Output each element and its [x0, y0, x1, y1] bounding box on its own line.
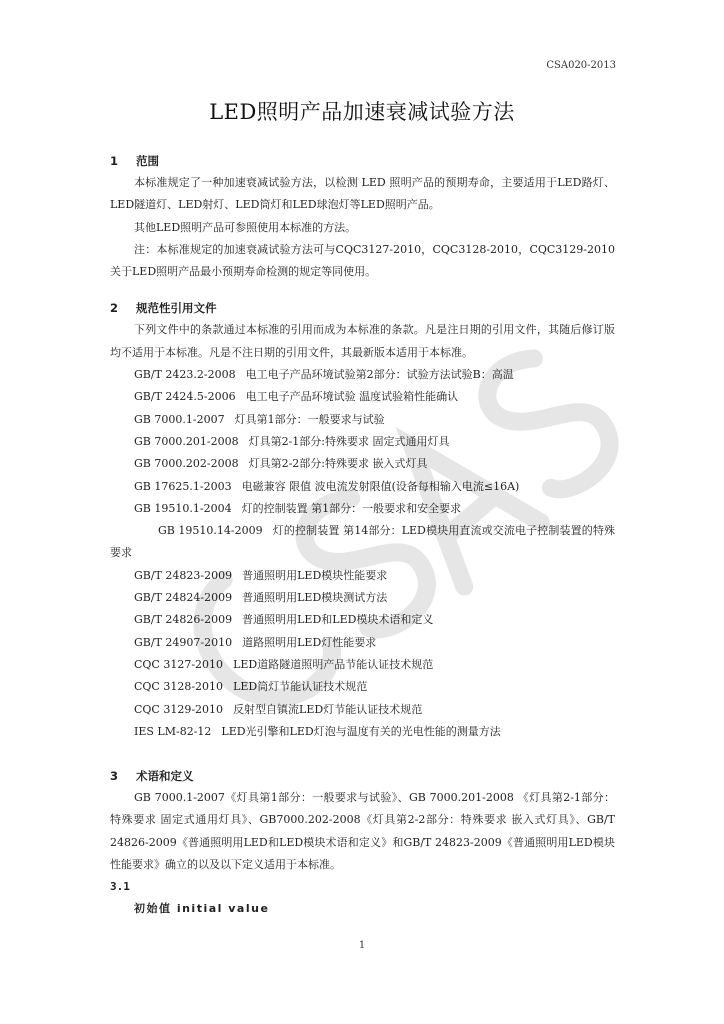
paragraph: 本标准规定了一种加速衰减试验方法，以检测 LED 照明产品的预期寿命，主要适用于LED路灯、LED隧道灯、LED射灯、LED筒灯和LED球泡灯等LED照明产品。 — [110, 176, 615, 212]
subsection-number: 3.1 — [110, 880, 130, 894]
reference-item — [110, 587, 615, 609]
reference-id: GB 19510.1-2004 — [134, 501, 232, 515]
reference-item — [110, 476, 615, 498]
reference-title: LED光引擎和LED灯泡与温度有关的光电性能的测量方法 — [221, 724, 501, 738]
section-number: 1 — [110, 154, 119, 168]
paragraph: 其他LED照明产品可参照使用本标准的方法。 — [134, 220, 357, 234]
reference-title: 灯的控制装置 第14部分：LED模块用直流或交流电子控制装置的特殊要求 — [110, 524, 615, 560]
reference-title: 灯具第2-1部分:特殊要求 固定式通用灯具 — [248, 434, 450, 448]
section-1-heading — [110, 150, 615, 172]
reference-item — [110, 453, 615, 475]
reference-item — [110, 409, 615, 431]
document-body — [110, 150, 615, 920]
reference-id: GB/T 24907-2010 — [134, 635, 233, 649]
reference-title: 普通照明用LED模块性能要求 — [242, 568, 388, 582]
reference-item — [110, 654, 615, 676]
document-title: LED照明产品加速衰减试验方法 — [209, 100, 515, 124]
reference-id: GB 7000.202-2008 — [134, 457, 239, 471]
reference-item — [110, 609, 615, 631]
reference-id: GB/T 24826-2009 — [134, 613, 233, 627]
reference-title: 电工电子产品环境试验 温度试验箱性能确认 — [245, 390, 459, 404]
reference-id: GB/T 2424.5-2006 — [134, 390, 236, 404]
reference-title: 普通照明用LED和LED模块术语和定义 — [242, 613, 434, 627]
paragraph: 下列文件中的条款通过本标准的引用而成为本标准的条款。凡是注日期的引用文件，其随后修订版均不适用于本标准。凡是不注日期的引用文件，其最新版本适用于本标准。 — [110, 323, 615, 359]
reference-title: 电工电子产品环境试验第2部分：试验方法试验B：高温 — [245, 368, 514, 382]
reference-title: LED道路隧道照明产品节能认证技术规范 — [233, 657, 434, 671]
reference-id: CQC 3127-2010 — [134, 657, 224, 671]
reference-item — [110, 721, 615, 743]
section-title: 规范性引用文件 — [136, 301, 217, 316]
reference-title: 普通照明用LED模块测试方法 — [242, 591, 388, 605]
term-definition-title: 初始值 initial value — [134, 902, 270, 916]
reference-id: GB/T 24823-2009 — [134, 568, 233, 582]
document-code: CSA020-2013 — [546, 60, 616, 71]
reference-list — [110, 364, 615, 743]
reference-item — [110, 386, 615, 408]
section-2-heading — [110, 297, 615, 319]
reference-item — [110, 565, 615, 587]
reference-id: GB/T 24824-2009 — [134, 591, 233, 605]
reference-id: GB 19510.14-2009 — [158, 524, 263, 538]
section-number: 3 — [110, 769, 119, 784]
section-title: 术语和定义 — [136, 769, 194, 784]
reference-title: 灯具第1部分：一般要求与试验 — [234, 412, 385, 426]
reference-item — [110, 632, 615, 654]
paragraph: GB 7000.1-2007《灯具第1部分：一般要求与试验》、GB 7000.201-2008 《灯具第2-1部分：特殊要求 固定式通用灯具》、GB7000.202-2008《灯具第2-2部分：特殊要求 嵌入式灯具》、GB/T 24826-2009《普通照明用LED和LED模块术语和定义》和GB/T 24823-2009《普通照明用LED模块性能要求》确立的以及以下定义适用于本标准。 — [110, 791, 615, 872]
reference-item — [110, 431, 615, 453]
reference-title: 灯具第2-2部分:特殊要求 嵌入式灯具 — [248, 457, 428, 471]
reference-item — [110, 676, 615, 698]
reference-id: GB 7000.1-2007 — [134, 412, 225, 426]
reference-id: GB 17625.1-2003 — [134, 479, 232, 493]
reference-id: CQC 3128-2010 — [134, 680, 224, 694]
section-3-heading — [110, 765, 615, 787]
reference-id: CQC 3129-2010 — [134, 702, 224, 716]
reference-item — [110, 364, 615, 386]
note-paragraph: 注：本标准规定的加速衰减试验方法可与CQC3127-2010，CQC3128-2010，CQC3129-2010关于LED照明产品最小预期寿命检测的规定等同使用。 — [110, 242, 615, 279]
reference-id: GB/T 2423.2-2008 — [134, 368, 236, 382]
reference-id: GB 7000.201-2008 — [134, 434, 239, 448]
reference-title: 道路照明用LED灯性能要求 — [242, 635, 377, 649]
reference-item — [110, 520, 615, 565]
reference-title: LED筒灯节能认证技术规范 — [233, 680, 368, 694]
reference-item — [110, 699, 615, 721]
reference-title: 电磁兼容 限值 波电流发射限值(设备每相输入电流≤16A) — [241, 479, 520, 493]
section-title: 范围 — [136, 154, 159, 168]
section-number: 2 — [110, 301, 119, 316]
reference-title: 灯的控制装置 第1部分：一般要求和安全要求 — [241, 501, 462, 515]
reference-title: 反射型自镇流LED灯节能认证技术规范 — [233, 702, 423, 716]
reference-item — [110, 498, 615, 520]
page-number: 1 — [358, 940, 366, 951]
reference-id: IES LM-82-12 — [134, 724, 212, 738]
